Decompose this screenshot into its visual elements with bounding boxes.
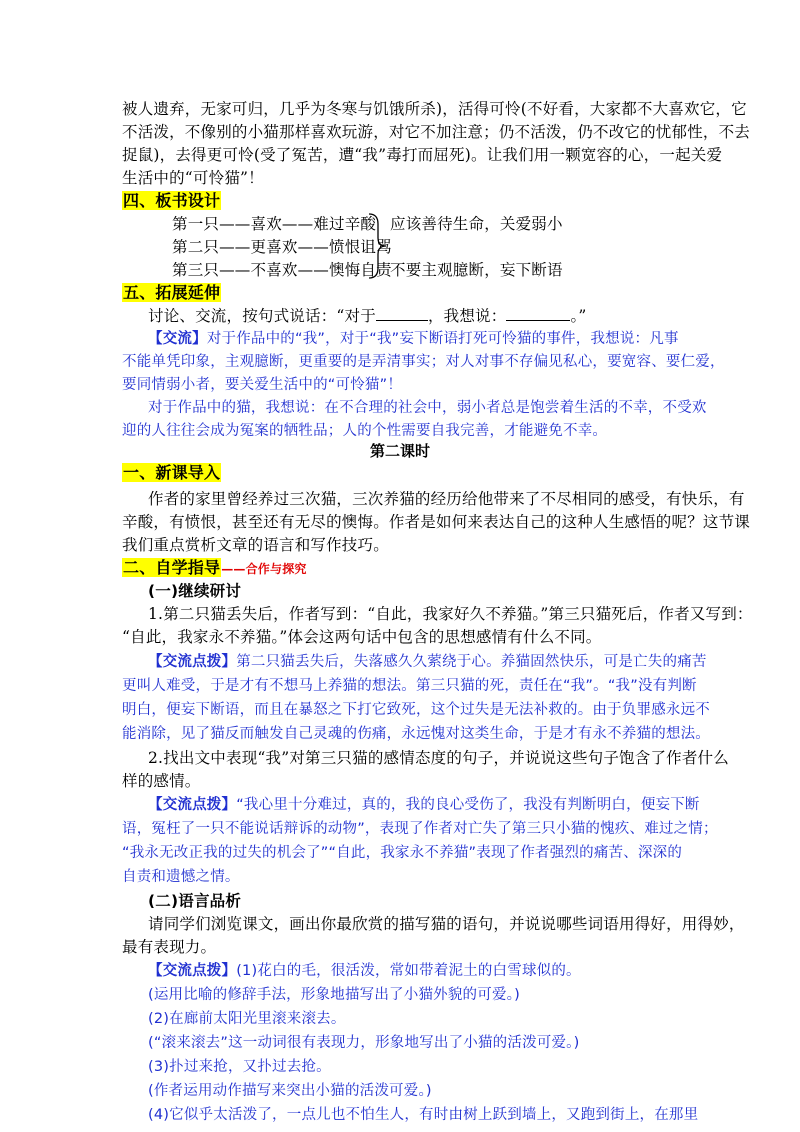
answer-q2-tag: 【交流点拨】 [148,797,237,813]
section-5-heading-wrap [122,282,221,304]
answer-q1-line-4: 能消除，见了猫反而触发自己灵魂的伤痛，永远愧对这类生命，于是才有永不养猫的想法。 [122,726,710,742]
prompt-part-c: 。” [570,307,587,325]
prompt-part-b: ，我想说： [427,307,507,325]
s1-line-1: 作者的家里曾经养过三次猫，三次养猫的经历给他带来了不尽相同的感受，有快乐，有 [148,490,745,508]
answer-q3-text-1: (1)花白的毛，很活泼，常如带着泥土的白雪球似的。 [236,963,581,979]
question-2-line-2: 样的感情。 [122,772,201,790]
answer-1-line-2: 不能单凭印象，主观臆断，更重要的是弄清事实；对人对事不存偏见私心，要宽容、要仁爱， [122,354,725,370]
discussion-prompt [148,305,587,327]
answer-1-line-1 [148,328,679,350]
answer-q2-text-1: “我心里十分难过，真的，我的良心受伤了，我没有判断明白，便妄下断 [236,797,700,813]
answer-q1-line-3: 明白，便妄下断语，而且在暴怒之下打它致死，这个过失是无法补救的。由于负罪感永远不 [122,702,710,718]
answer-q1-line-1 [148,651,707,673]
answer-q1-line-2: 更叫人难受，于是才有不想马上养猫的想法。第三只猫的死，责任在“我”。“我”没有判断 [122,678,697,694]
answer-1-tag: 【交流】 [148,331,207,347]
section-4-heading: 四、板书设计 [123,191,221,210]
answer-q3-line-2: (运用比喻的修辞手法，形象地描写出了小猫外貌的可爱。) [148,987,520,1003]
answer-q3-line-1 [148,960,581,982]
prompt-part-a: 讨论、交流，按句式说话：“对于 [148,307,376,325]
answer-q2-line-3: “我永无改正我的过失的机会了”“自此，我家永不养猫”表现了作者强烈的痛苦、深深的 [122,845,683,861]
lesson2-s1-heading: 一、新课导入 [123,463,221,482]
answer-q3-line-3: (2)在廊前太阳光里滚来滚去。 [148,1011,346,1027]
question-3-line-2: 最有表现力。 [122,938,217,956]
answer-1-line-3: 要同情弱小者，要关爱生活中的“可怜猫”！ [122,377,403,393]
s1-line-2: 辛酸，有愤恨，甚至还有无尽的懊悔。作者是如何来表达自己的这种人生感悟的呢？这节课 [122,513,751,531]
answer-2-line-2: 迎的人往往会成为冤案的牺牲品；人的个性需要自我完善，才能避免不幸。 [122,423,608,439]
part-2-heading: (二)语言品析 [148,892,242,910]
answer-1-text-1: 对于作品中的“我”，对于“我”妄下断语打死可怜猫的事件，我想说：凡事 [206,331,679,347]
answer-q3-tag: 【交流点拨】 [148,963,237,979]
lesson2-s2-heading: 二、自学指导 [123,558,221,577]
prompt-blank-1 [376,306,428,321]
answer-q2-line-4: 自责和遗憾之情。 [122,869,240,885]
intro-line-1: 被人遗弃，无家可归，几乎为冬寒与饥饿所杀)，活得可怜(不好看，大家都不大喜欢它，它 [122,100,747,118]
answer-2-line-1: 对于作品中的猫，我想说：在不合理的社会中，弱小者总是饱尝着生活的不幸，不受欢 [148,400,707,416]
answer-q3-line-6: (作者运用动作描写来突出小猫的活泼可爱。) [148,1083,432,1099]
board-row-3: 第三只——不喜欢——懊悔自责 [172,261,392,279]
board-row-2: 第二只——更喜欢——愤恨诅骂 [172,238,392,256]
board-row-1: 第一只——喜欢——难过辛酸 [172,215,377,233]
answer-q3-line-4: (“滚来滚去”这一动词很有表现力，形象地写出了小猫的活泼可爱。) [148,1035,580,1051]
question-1-line-1: 1.第二只猫丢失后，作者写到：“自此，我家好久不养猫。”第三只猫死后，作者又写到： [148,605,753,623]
lesson-2-title: 第二课时 [369,442,430,460]
prompt-blank-2 [506,306,570,321]
lesson2-s2-heading-wrap [122,557,307,580]
question-1-line-2: “自此，我家永不养猫。”体会这两句话中包含的思想感情有什么不同。 [122,628,602,646]
lesson2-s2-subtitle: ——合作与探究 [221,562,307,576]
part-1-heading: (一)继续研讨 [148,582,242,600]
lesson2-s1-heading-wrap [122,462,221,484]
s1-line-3: 我们重点赏析文章的语言和写作技巧。 [122,536,389,554]
answer-q1-tag: 【交流点拨】 [148,654,237,670]
answer-q3-line-7: (4)它似乎太活泼了，一点儿也不怕生人，有时由树上跃到墙上，又跑到街上，在那里 [148,1107,699,1123]
section-5-heading: 五、拓展延伸 [123,283,221,302]
answer-q2-line-1 [148,794,700,816]
board-right-1: 应该善待生命，关爱弱小 [390,215,563,233]
answer-q1-text-1: 第二只猫丢失后，失落感久久萦绕于心。养猫固然快乐，可是亡失的痛苦 [236,654,707,670]
intro-line-4: 生活中的“可怜猫”！ [122,169,264,187]
intro-line-2: 不活泼，不像别的小猫那样喜欢玩游，对它不加注意；仍不活泼，仍不改它的忧郁性，不去 [122,123,751,141]
intro-line-3: 捉鼠)，去得更可怜(受了冤苦，遭“我”毒打而屈死)。让我们用一颗宽容的心，一起关爱 [122,146,723,164]
board-right-2: 不要主观臆断，妄下断语 [390,261,563,279]
answer-q2-line-2: 语，冤枉了一只不能说话辩诉的动物”，表现了作者对亡失了第三只小猫的愧疚、难过之情； [122,821,718,837]
answer-q3-line-5: (3)扑过来抢，又扑过去抢。 [148,1059,331,1075]
section-4-heading-wrap [122,190,221,212]
brace-icon [366,210,388,282]
question-2-line-1: 2.找出文中表现“我”对第三只猫的感情态度的句子，并说说这些句子饱含了作者什么 [148,749,729,767]
question-3-line-1: 请同学们浏览课文，画出你最欣赏的描写猫的语句，并说说哪些词语用得好，用得妙， [148,915,745,933]
